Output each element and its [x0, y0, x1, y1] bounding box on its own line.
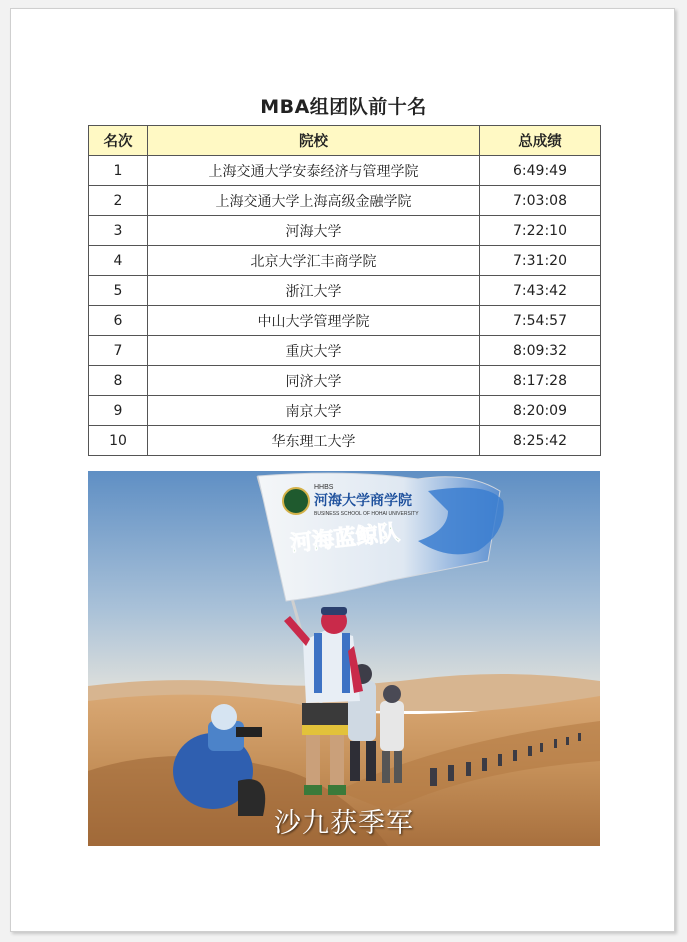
cell-total: 7:31:20 — [480, 246, 601, 276]
cell-total: 6:49:49 — [480, 156, 601, 186]
cell-rank: 1 — [89, 156, 148, 186]
flag-abbr: HHBS — [314, 484, 334, 491]
table-row — [89, 306, 601, 336]
cell-rank: 7 — [89, 336, 148, 366]
cell-school: 重庆大学 — [148, 336, 480, 366]
photo-caption: 沙九获季军 — [274, 808, 414, 839]
cell-school: 上海交通大学安泰经济与管理学院 — [148, 156, 480, 186]
flag-school-name: 河海大学商学院 — [314, 493, 412, 509]
cell-rank: 5 — [89, 276, 148, 306]
table-row — [89, 276, 601, 306]
table-row — [89, 426, 601, 456]
cell-rank: 10 — [89, 426, 148, 456]
cell-rank: 2 — [89, 186, 148, 216]
header-school: 院校 — [148, 126, 480, 156]
ranking-table — [88, 125, 601, 456]
cell-total: 8:17:28 — [480, 366, 601, 396]
table-row — [89, 396, 601, 426]
table-row — [89, 336, 601, 366]
photo-illustration — [88, 471, 600, 846]
cell-rank: 3 — [89, 216, 148, 246]
cell-school: 华东理工大学 — [148, 426, 480, 456]
flag-team-name: 河海蓝鲸队 — [289, 520, 402, 557]
cell-rank: 4 — [89, 246, 148, 276]
cell-rank: 9 — [89, 396, 148, 426]
cell-rank: 8 — [89, 366, 148, 396]
desert-team-photo — [88, 471, 600, 846]
cell-school: 河海大学 — [148, 216, 480, 246]
cell-total: 8:25:42 — [480, 426, 601, 456]
flag-english-name: BUSINESS SCHOOL OF HOHAI UNIVERSITY — [314, 511, 419, 517]
cell-school: 中山大学管理学院 — [148, 306, 480, 336]
cell-total: 7:43:42 — [480, 276, 601, 306]
table-title: MBA组团队前十名 — [260, 96, 427, 118]
cell-total: 7:03:08 — [480, 186, 601, 216]
cell-total: 8:20:09 — [480, 396, 601, 426]
cell-school: 同济大学 — [148, 366, 480, 396]
cell-school: 北京大学汇丰商学院 — [148, 246, 480, 276]
table-row — [89, 186, 601, 216]
table-row — [89, 216, 601, 246]
cell-school: 南京大学 — [148, 396, 480, 426]
cell-total: 8:09:32 — [480, 336, 601, 366]
cell-total: 7:22:10 — [480, 216, 601, 246]
table-row — [89, 366, 601, 396]
cell-rank: 6 — [89, 306, 148, 336]
header-total: 总成绩 — [480, 126, 601, 156]
cell-school: 上海交通大学上海高级金融学院 — [148, 186, 480, 216]
cell-total: 7:54:57 — [480, 306, 601, 336]
table-row — [89, 156, 601, 186]
cell-school: 浙江大学 — [148, 276, 480, 306]
table-header-row — [89, 126, 601, 156]
table-row — [89, 246, 601, 276]
header-rank: 名次 — [89, 126, 148, 156]
